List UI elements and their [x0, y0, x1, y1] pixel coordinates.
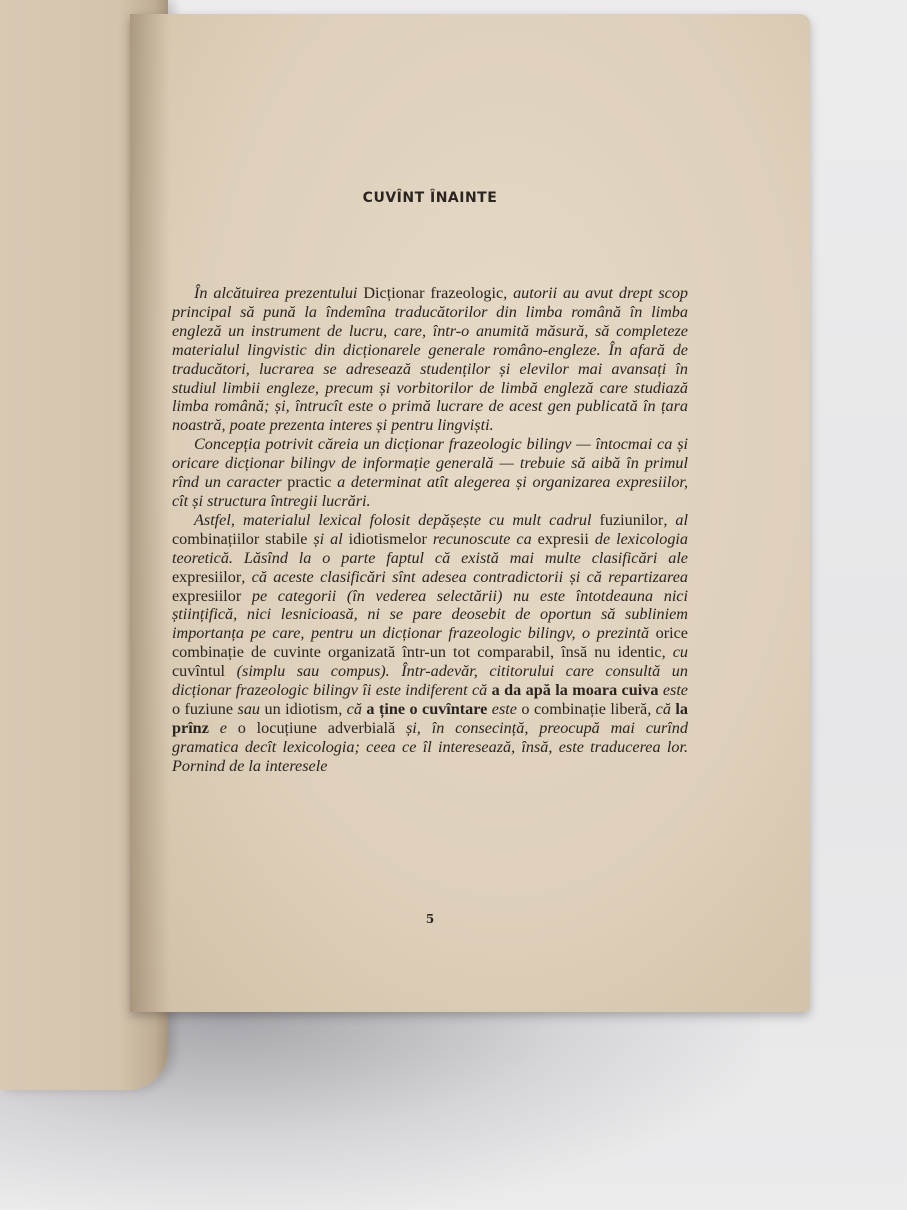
paragraph [172, 511, 688, 776]
text-run: expresiilor [172, 586, 242, 605]
text-run: În alcătuirea prezentului [194, 284, 364, 302]
text-run: a ține o cuvîntare [366, 699, 488, 718]
text-run: o fuziune [172, 699, 234, 718]
text-run: (simplu sau compus). Într-adevăr, cititorului care consultă un dicționar frazeologic bilingv îi este indiferent că [172, 662, 688, 700]
page-title: CUVÎNT ÎNAINTE [362, 190, 498, 206]
text-run: fuziunilor [599, 510, 664, 529]
text-run: expresii [537, 529, 589, 548]
text-run: o locuțiune adverbială [237, 718, 396, 737]
text-run: recunoscute ca [426, 529, 538, 548]
text-run: și, în consecință, preocupă mai curînd gramatica decît lexicologia; ceea ce îl interesează, însă, este traducerea lor. Pornind de la interesele [172, 718, 688, 775]
text-run: este [487, 699, 522, 718]
page-number: 5 [425, 912, 435, 926]
text-run: expresiilor [172, 567, 242, 586]
text-run: pe categorii (în vederea selectării) nu este întotdeauna nici științifică, nici lesnicioasă, ni se pare deosebit de oportun să subliniem importanța pe care, pentru un dicționar frazeologic bilingv, o prezintă [172, 586, 688, 643]
text-run: , cu [661, 643, 689, 662]
text-run: , că [338, 699, 367, 718]
text-run: Dicționar frazeologic [363, 284, 504, 302]
text-run: combinațiilor stabile [172, 529, 308, 548]
text-run: a determinat atît alegerea și organizarea expresiilor, cît și structura întregii lucrări. [172, 473, 688, 510]
text-run: este [658, 681, 688, 700]
text-run: a da apă la moara cuiva [491, 681, 659, 700]
text-run: la prînz [172, 699, 688, 737]
text-run: e [208, 718, 238, 737]
text-run: practic [287, 473, 332, 492]
paragraph [172, 284, 688, 435]
text-run: Concepția potrivit căreia un dicționar frazeologic bilingv — întocmai ca și oricare dicționar bilingv de informație generală — trebuie să aibă în primul rînd un caracter [172, 435, 688, 492]
page-body-text [172, 284, 688, 776]
text-run: Astfel, materialul lexical folosit depășește cu mult cadrul [194, 510, 600, 529]
text-run: un idiotism [264, 699, 339, 718]
text-run: cuvîntul [172, 662, 226, 681]
text-run: , că aceste clasificări sînt adesea contradictorii și că repartizarea [241, 567, 688, 586]
text-run: sau [233, 699, 265, 718]
text-run: , al [663, 510, 688, 529]
page-gutter [130, 14, 170, 1012]
text-run: , autorii au avut drept scop principal să pună la îndemîna traducătorilor din limba română în limba engleză un instrument de lucru, care, într-o anumită măsură, să completeze materialul lingvistic din dicționarele generale româno-engleze. În afară de traducători, lucrarea se adresează studenților și elevilor mai avansați în studiul limbii engleze, precum și vorbitorilor de limbă engleză care studiază limba română; și, întrucît este o primă lucrare de acest gen publicată în țara noastră, poate prezenta interes și pentru lingviști. [172, 284, 689, 435]
text-run: și al [307, 529, 349, 548]
text-run: idiotismelor [348, 529, 427, 548]
paragraph [172, 435, 688, 511]
text-run: o combinație liberă [521, 699, 648, 718]
text-run: orice combinație de cuvinte organizată într-un tot comparabil, însă nu identic [172, 624, 688, 662]
text-run: de lexicologia teoretică. Lăsînd la o parte faptul că există mai multe clasificări ale [172, 529, 689, 567]
text-run: , că [647, 699, 676, 718]
